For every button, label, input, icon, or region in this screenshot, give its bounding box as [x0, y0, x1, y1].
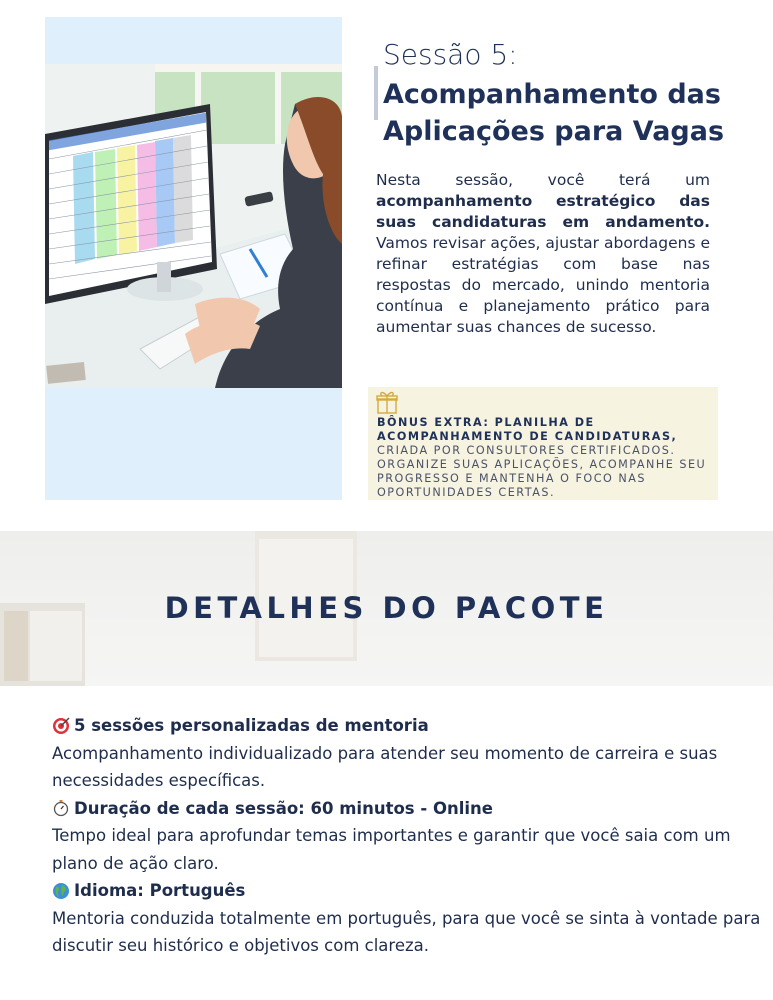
gift-icon: [376, 389, 398, 415]
detail-title: 5 sessões personalizadas de mentoria: [74, 716, 429, 735]
package-details: [52, 712, 767, 960]
office-photo: [45, 64, 342, 388]
accent-bar: [374, 66, 378, 120]
detail-heading: [52, 712, 767, 740]
bonus-title: BÔNUS EXTRA: PLANILHA DE ACOMPANHAMENTO DE CANDIDATURAS,: [377, 416, 678, 443]
session-title: [383, 76, 743, 150]
banner-title: DETALHES DO PACOTE: [164, 591, 609, 625]
session-text-rest: Vamos revisar ações, ajustar abordagens e refinar estratégias com base nas respostas do mercado, unindo mentoria contínua e planejamento prático para aumentar suas chances de sucesso.: [376, 234, 710, 336]
session-title-line-2: Aplicações para Vagas: [383, 116, 725, 147]
detail-text: Acompanhamento individualizado para atender seu momento de carreira e suas necessidades específicas.: [52, 743, 718, 790]
detail-text: Tempo ideal para aprofundar temas importantes e garantir que você saia com um plano de ação claro.: [52, 826, 731, 873]
bonus-description: CRIADA POR CONSULTORES CERTIFICADOS. ORGANIZE SUAS APLICAÇÕES, ACOMPANHE SEU PROGRESSO E MANTENHA O FOCO NAS OPORTUNIDADES CERTAS.: [377, 444, 707, 499]
target-icon: [52, 717, 70, 735]
session-title-line-1: Acompanhamento das: [383, 79, 721, 110]
globe-icon: [52, 882, 70, 900]
detail-item: [52, 877, 767, 960]
detail-title: Duração de cada sessão: 60 minutos - Online: [74, 798, 493, 818]
stopwatch-icon: [52, 799, 70, 817]
detail-heading: [52, 795, 767, 823]
session-text-intro: Nesta sessão, você terá um: [376, 171, 710, 189]
detail-item: [52, 712, 767, 795]
bonus-box: [368, 387, 718, 500]
session-description: [376, 170, 710, 338]
bonus-text: [377, 416, 715, 500]
detail-item: [52, 795, 767, 878]
session-text-bold: acompanhamento estratégico das suas candidaturas em andamento.: [376, 192, 710, 231]
package-banner: [0, 531, 773, 686]
detail-title: Idioma: Português: [74, 881, 246, 900]
photo-panel: [45, 17, 342, 500]
session-number: Sessão 5:: [383, 38, 518, 71]
detail-heading: [52, 877, 767, 905]
detail-text: Mentoria conduzida totalmente em português, para que você se sinta à vontade para discutir seu histórico e objetivos com clareza.: [52, 908, 761, 955]
